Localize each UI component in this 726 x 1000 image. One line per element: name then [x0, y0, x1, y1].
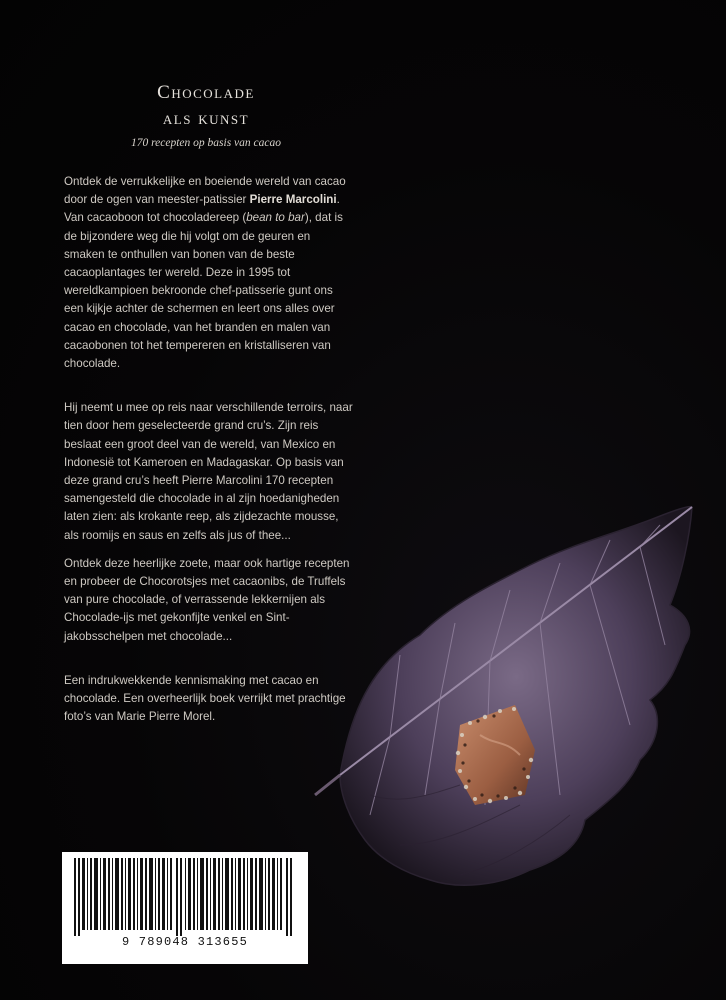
leaf: [340, 507, 692, 886]
title-line-2: als kunst: [162, 108, 250, 129]
shiso-leaf-chocolate-photo: [310, 495, 726, 915]
blurb-paragraph-3: Ontdek deze heerlijke zoete, maar ook hartige recepten en probeer de Chocorotsjes met cacaonibs, de Truffels van pure chocolade, of verrassende lekkernijen als Chocolade-ijs met gekonfijte venkel en Sint-jakobsschelpen met chocolade...: [64, 556, 350, 643]
barcode-bars: [74, 858, 296, 936]
blurb-p1-text-c: ), dat is de bijzondere weg die hij volgt om de geuren en smaken te onthullen van bonen van de beste cacaoplantages ter wereld. Deze in 1995 tot wereldkampioen bekroonde chef-patisserie gunt ons een kijkje achter de schermen en leert ons alles over cacao en chocolade, van het branden en malen van cacaobonen tot het tempereren en kristalliseren van chocolade.: [64, 211, 343, 371]
author-name: Pierre Marcolini: [249, 193, 337, 207]
isbn-number: 9 789048 313655: [121, 935, 249, 949]
title-line-1: Chocolade: [157, 82, 255, 103]
blurb-p1-text-a: Ontdek de verrukkelijke en boeiende wereld van cacao door de ogen van meester-patissier: [64, 175, 346, 207]
barcode: [62, 852, 308, 964]
blurb-paragraph-4: Een indrukwekkende kennismaking met cacao en chocolade. Een overheerlijk boek verrijkt met prachtige foto’s van Marie Pierre Morel.: [64, 673, 346, 724]
blurb-p1-text-b: . Van cacaoboon tot chocoladereep (: [64, 193, 340, 225]
blurb-p1-italic: bean to bar: [246, 211, 305, 225]
book-title: [0, 80, 412, 132]
blurb-paragraph-2: Hij neemt u mee op reis naar verschillende terroirs, naar tien door hem geselecteerde grand cru’s. Zijn reis beslaat een groot deel van de wereld, van Mexico en Indonesië tot Kameroen en Madagaskar. Op basis van deze grand cru’s heeft Pierre Marcolini 170 recepten samengesteld die chocolade in al zijn hoedanigheden laten zien: als krokante reep, als zijdezachte mousse, als roomijs en saus en zelfs als jus of thee...: [64, 401, 353, 542]
blurb-paragraph-1: [64, 173, 354, 373]
book-subtitle: 170 recepten op basis van cacao: [131, 137, 281, 149]
leaf-stem: [315, 775, 340, 795]
